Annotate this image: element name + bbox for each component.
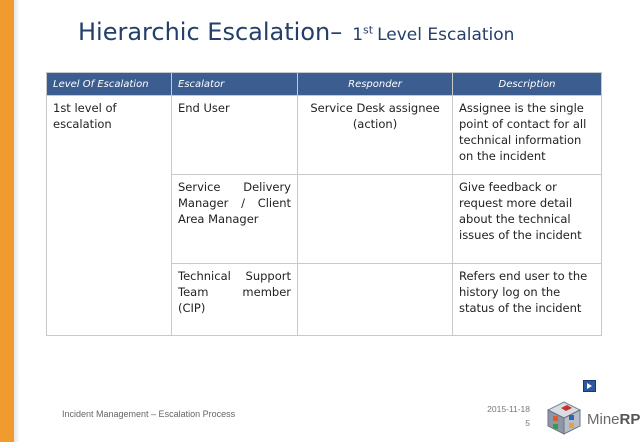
responder-cell: Service Desk assignee (action) [298,96,453,175]
description-cell: Give feedback or request more detail about the technical issues of the incident [453,175,602,264]
header-description: Description [453,73,602,96]
level-cell: 1st level of escalation [47,96,172,336]
title-level [352,25,514,45]
table-row [47,96,602,175]
escalator-cell [172,264,298,336]
cube-logo-icon [545,400,583,436]
header-escalator: Escalator [172,73,298,96]
title-level-rest: Level Escalation [377,25,515,45]
next-slide-button[interactable] [583,380,596,392]
escalation-table [46,72,602,336]
left-accent-shadow [14,0,20,442]
footer-title: Incident Management – Escalation Process [62,409,236,419]
page-number: 5 [525,418,530,428]
slide-title [78,18,514,46]
logo-text-rp: RP [619,411,640,428]
left-accent-bar [0,0,14,442]
responder-cell [298,264,453,336]
escalator-line: Team member [178,285,291,299]
responder-cell [298,175,453,264]
play-icon [587,383,592,389]
description-cell: Assignee is the single point of contact for all technical information on the incident [453,96,602,175]
footer-date: 2015-11-18 [487,404,530,414]
title-level-sup: st [363,23,374,37]
table-header-row [47,73,602,96]
escalator-line: End User [178,101,230,115]
minerp-logo [545,400,640,436]
header-level: Level Of Escalation [47,73,172,96]
escalator-line: Area Manager [178,212,259,226]
description-cell: Refers end user to the history log on the status of the incident [453,264,602,336]
title-dash: – [330,18,343,46]
logo-wordmark [587,411,640,428]
escalator-line: Service Delivery [178,180,291,194]
escalator-line: (CIP) [178,301,206,315]
title-level-num: 1 [352,25,364,45]
escalator-line: Technical Support [178,269,291,283]
escalator-cell [172,175,298,264]
header-responder: Responder [298,73,453,96]
title-main: Hierarchic Escalation [78,18,331,46]
escalator-cell [172,96,298,175]
escalator-line: Manager / Client [178,196,291,210]
logo-text-mine: Mine [587,411,620,428]
